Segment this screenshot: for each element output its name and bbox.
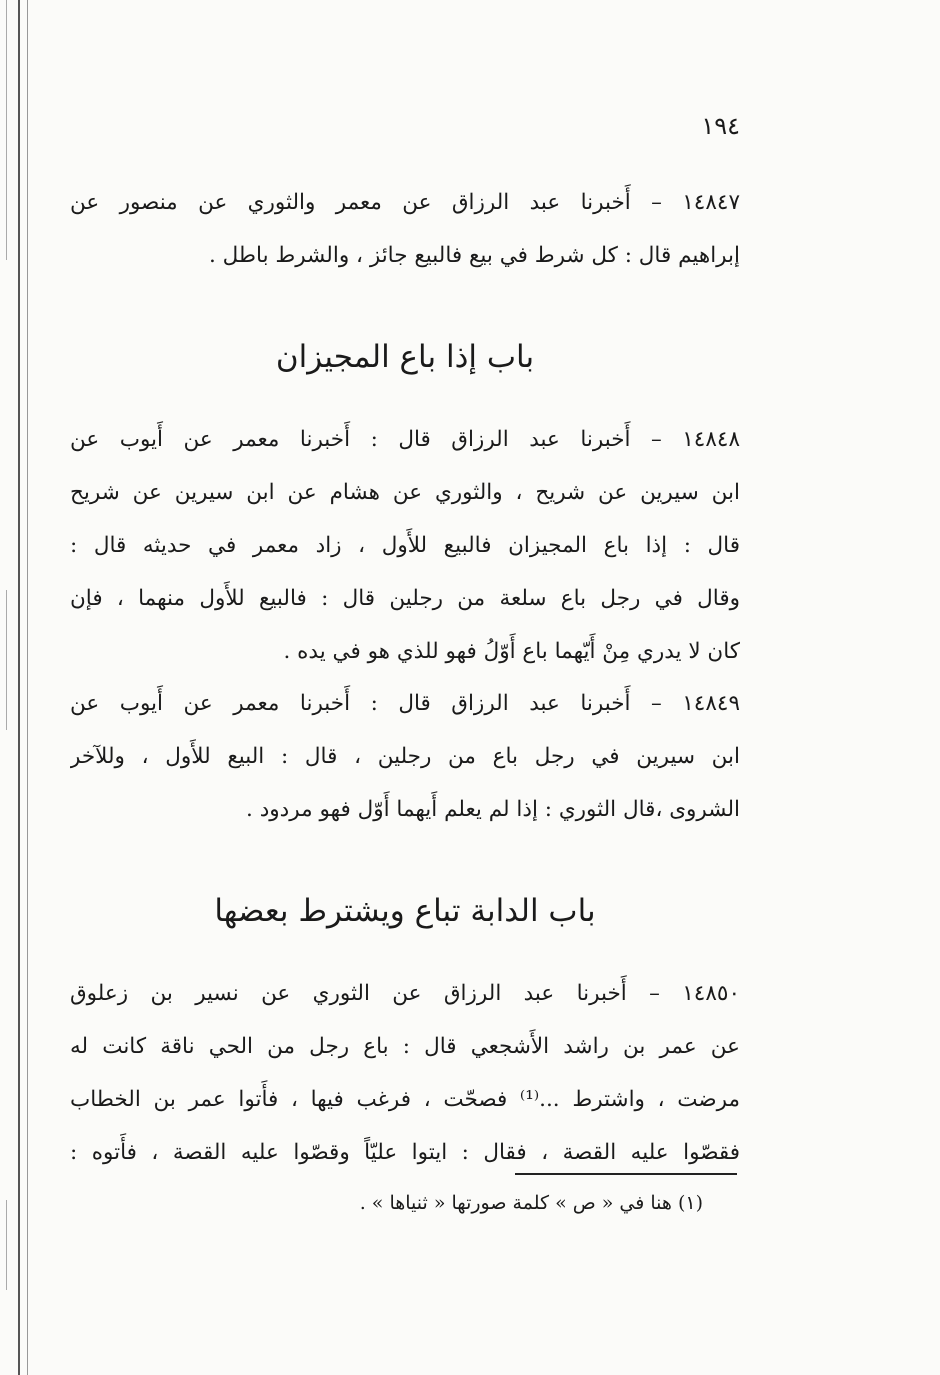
- chapter-heading: باب إذا باع المجيزان: [275, 339, 535, 375]
- scan-mark: [6, 0, 7, 260]
- text-line: عن عمر بن راشد الأَشجعي قال : باع رجل من الحي ناقة كانت له: [70, 1034, 740, 1059]
- footnote: (١) هنا في « ص » كلمة صورتها « ثنياها » .: [359, 1192, 703, 1214]
- text-line: ابن سيرين عن شريح ، والثوري عن هشام عن ابن سيرين عن شريح: [70, 480, 740, 505]
- text-line: ١٤٨٥٠ – أَخبرنا عبد الرزاق عن الثوري عن نسير بن زعلوق: [70, 981, 740, 1006]
- text-line: فقصّوا عليه القصة ، فقال : ايتوا عليّاً وقصّوا عليه القصة ، فأَتوه :: [70, 1140, 740, 1165]
- text-line: ١٤٨٤٨ – أَخبرنا عبد الرزاق قال : أَخبرنا معمر عن أَيوب عن: [70, 427, 740, 452]
- chapter-heading: باب الدابة تباع ويشترط بعضها: [214, 893, 596, 929]
- scan-edge-line: [27, 0, 28, 1375]
- text-line: قال : إذا باع المجيزان فالبيع للأَول ، زاد معمر في حديثه قال :: [70, 533, 740, 558]
- hadith-14849: [70, 677, 740, 836]
- footnote-separator: [515, 1173, 737, 1175]
- text-line: كان لا يدري مِنْ أَيّهما باع أَوّلُ فهو للذي هو في يده .: [283, 639, 740, 664]
- scan-edge-line: [18, 0, 20, 1375]
- hadith-14850: [70, 967, 740, 1179]
- text-line: مرضت ، واشترط ...⁽¹⁾ فصحّت ، فرغب فيها ، فأَتوا عمر بن الخطاب: [70, 1087, 740, 1112]
- scan-mark: [6, 1200, 7, 1290]
- text-line: إبراهيم قال : كل شرط في بيع فالبيع جائز ، والشرط باطل .: [208, 243, 740, 268]
- scan-mark: [6, 590, 7, 730]
- text-line: الشروى ،قال الثوري : إذا لم يعلم أَيهما أَوّل فهو مردود .: [246, 797, 740, 822]
- text-line: ١٤٨٤٩ – أَخبرنا عبد الرزاق قال : أَخبرنا معمر عن أَيوب عن: [70, 691, 740, 716]
- text-line: ابن سيرين في رجل باع من رجلين ، قال : البيع للأَول ، وللآخر: [70, 744, 740, 769]
- text-line: وقال في رجل باع سلعة من رجلين قال : فالبيع للأَول منهما ، فإن: [70, 586, 740, 611]
- hadith-14848: [70, 413, 740, 678]
- hadith-14847: [70, 176, 740, 282]
- page-number: ١٩٤: [701, 112, 740, 140]
- text-line: ١٤٨٤٧ – أَخبرنا عبد الرزاق عن معمر والثوري عن منصور عن: [70, 190, 740, 215]
